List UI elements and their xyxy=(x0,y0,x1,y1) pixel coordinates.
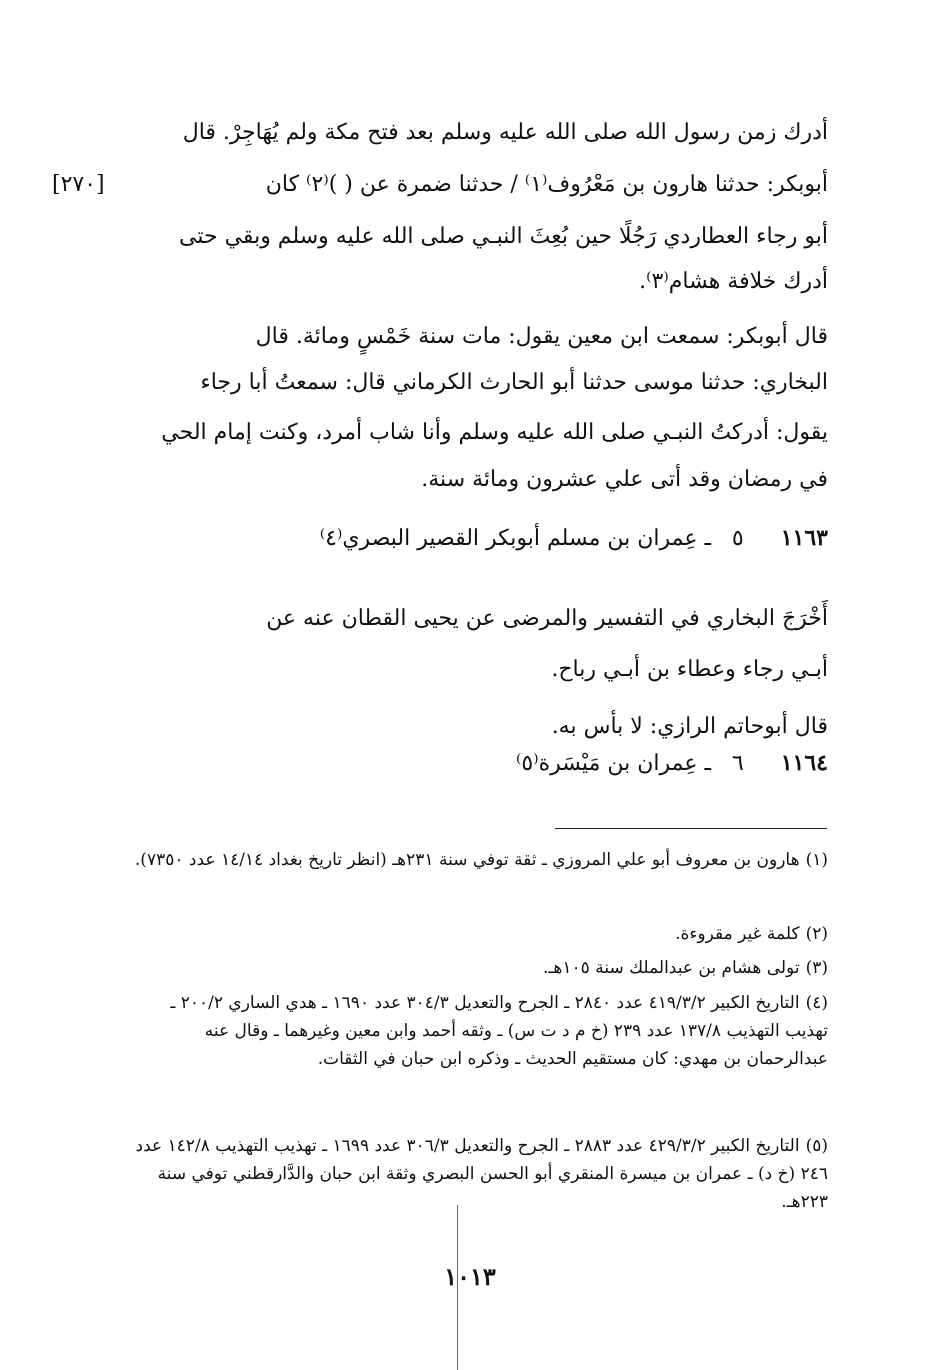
footnote-text: التاريخ الكبير ٤٢٩/٣/٢ عدد ٢٨٨٣ ـ الجرح والتعديل ٣٠٦/٣ عدد ١٦٩٩ ـ تهذيب التهذيب ١٤٢/٨ عدد ٢٤٦ (خ د) ـ عمران بن ميسرة المنقري أبو الحسن البصري وثقة ابن حبان والدَّارقطني توفي سنة ٢٢٣هـ. xyxy=(135,1136,828,1212)
footnote xyxy=(128,954,828,982)
text-line: أبـي رجاء وعطاء بن أبـي رباح. xyxy=(551,657,828,682)
text-line: البخاري: حدثنا موسى حدثنا أبو الحارث الكرماني قال: سمعتُ أبا رجاء xyxy=(200,370,828,395)
entry-number: ١١٦٤ xyxy=(780,750,828,776)
text-line: قال أبوبكر: سمعت ابن معين يقول: مات سنة خَمْسٍ ومائة. قال xyxy=(255,324,828,349)
footnote-mark: (٥) xyxy=(805,1136,828,1156)
footnote-mark: (١) xyxy=(805,850,828,870)
footnote-text: كلمة غير مقروءة. xyxy=(675,924,800,944)
margin-page-reference: [٢٧٠] xyxy=(52,172,105,197)
text-line: أَخْرَجَ البخاري في التفسير والمرضى عن يحيى القطان عنه عن xyxy=(266,606,828,631)
footnote-text: التاريخ الكبير ٤١٩/٣/٢ عدد ٢٨٤٠ ـ الجرح والتعديل ٣٠٤/٣ عدد ١٦٩٠ ـ هدي الساري ٢٠٠/٢ ـ تهذيب التهذيب ١٣٧/٨ عدد ٢٣٩ (خ م د ت س) ـ وثقه أحمد وابن معين وغيرهما ـ وقال عنه عبدالرحمان بن مهدي: كان مستقيم الحديث ـ وذكره ابن حبان في الثقات. xyxy=(170,993,828,1069)
footnote-mark: (٣) xyxy=(805,958,828,978)
footnote xyxy=(128,920,828,948)
footnote xyxy=(128,1132,828,1216)
footnote-text: تولى هشام بن عبدالملك سنة ١٠٥هـ. xyxy=(543,958,800,978)
footnote-separator xyxy=(555,828,827,829)
text-line: أدرك خلافة هشام⁽٣⁾. xyxy=(639,269,828,294)
text-line: يقول: أدركتُ النبـي صلى الله عليه وسلم وأنا شاب أمرد، وكنت إمام الحي xyxy=(161,420,828,445)
page-number: ١٠١٣ xyxy=(444,1262,496,1291)
entry-number: ١١٦٣ xyxy=(780,525,828,551)
text-line: أبو رجاء العطاردي رَجُلًا حين بُعِثَ النبـي صلى الله عليه وسلم وبقي حتى xyxy=(179,224,828,249)
entry-heading xyxy=(118,748,828,779)
entry-heading xyxy=(118,523,828,554)
footnote xyxy=(128,989,828,1073)
text-line: أبوبكر: حدثنا هارون بن مَعْرُوف⁽١⁾ / حدثنا ضمرة عن ( )⁽٢⁾ كان xyxy=(265,172,828,197)
text-line: في رمضان وقد أتى علي عشرون ومائة سنة. xyxy=(421,467,828,492)
footnote-mark: (٤) xyxy=(805,993,828,1013)
entry-title: ـ عِمران بن مسلم أبوبكر القصير البصري⁽٤⁾ xyxy=(319,526,711,551)
text-line: قال أبوحاتم الرازي: لا بأس به. xyxy=(551,714,828,739)
entry-title: ـ عِمران بن مَيْسَرة⁽٥⁾ xyxy=(516,751,711,776)
entry-index: ٥ xyxy=(731,526,744,551)
footnote xyxy=(128,846,828,874)
entry-index: ٦ xyxy=(731,751,744,776)
footnote-text: هارون بن معروف أبو علي المروزي ـ ثقة توفي سنة ٢٣١هـ (انظر تاريخ بغداد ١٤/١٤ عدد ٧٣٥٠). xyxy=(134,850,800,870)
footnote-mark: (٢) xyxy=(805,924,828,944)
text-line: أدرك زمن رسول الله صلى الله عليه وسلم بعد فتح مكة ولم يُهَاجِرْ. قال xyxy=(182,120,828,145)
